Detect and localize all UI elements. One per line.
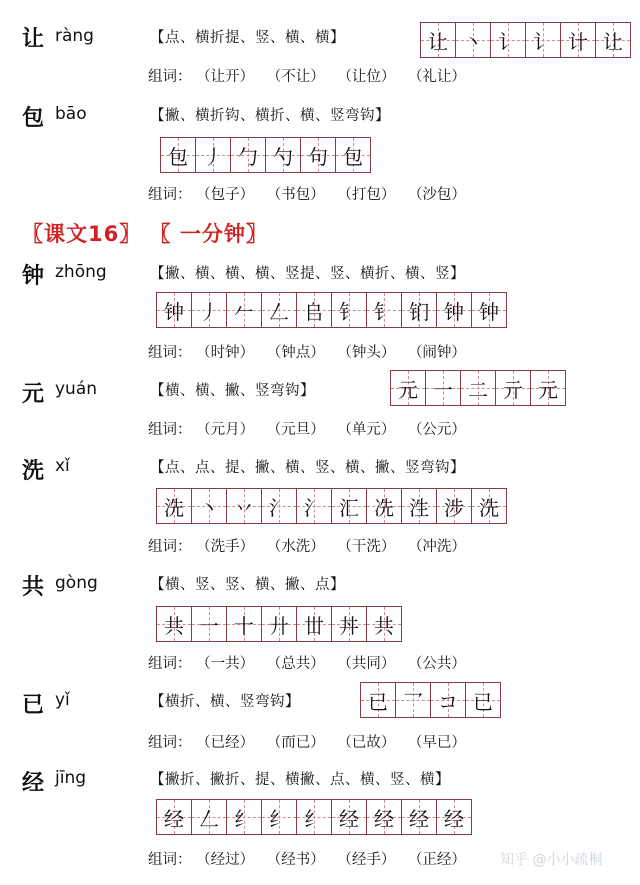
grid-cell: 𠂉 xyxy=(227,293,262,327)
character-jing: 经 xyxy=(22,771,45,796)
grid-cell: 元 xyxy=(531,371,565,405)
grid-cell: 勺 xyxy=(266,138,301,172)
word-list-yuan xyxy=(148,418,474,439)
grid-cell: 洗 xyxy=(157,489,192,523)
grid-cell: 冼 xyxy=(367,489,402,523)
word-item: （经手） xyxy=(337,852,396,868)
stroke-order-yi: 【横折、横、竖弯钩】 xyxy=(150,694,300,710)
grid-cell: 经 xyxy=(367,800,402,834)
word-item: （总共） xyxy=(266,656,325,672)
words-label: 组词： xyxy=(148,735,192,751)
grid-cell: 经 xyxy=(437,800,471,834)
grid-cell: 纟 xyxy=(227,800,262,834)
character-xi: 洗 xyxy=(22,459,45,484)
grid-cell: 丿 xyxy=(192,293,227,327)
practice-grid-zhong xyxy=(156,292,507,328)
word-list-jing xyxy=(148,848,474,869)
pinyin-bao: bāo xyxy=(55,104,87,124)
word-list-xi xyxy=(148,535,474,556)
grid-cell: 讠 xyxy=(491,23,526,57)
grid-cell: 包 xyxy=(161,138,196,172)
lesson-number: 〖课文16〗 xyxy=(22,222,142,246)
grid-cell: 洗 xyxy=(472,489,506,523)
word-list-yi xyxy=(148,731,474,752)
watermark: 知乎 @小小疏桐 xyxy=(500,852,603,868)
word-item: （公元） xyxy=(407,422,466,438)
grid-cell: 一 xyxy=(426,371,461,405)
word-item: （干洗） xyxy=(337,539,396,555)
word-item: （礼让） xyxy=(407,69,466,85)
word-list-bao xyxy=(148,183,474,204)
grid-cell: 一 xyxy=(192,607,227,641)
grid-cell: 汇 xyxy=(332,489,367,523)
word-item: （元旦） xyxy=(266,422,325,438)
grid-cell: 经 xyxy=(332,800,367,834)
practice-grid-yi xyxy=(360,682,501,718)
grid-cell: 涉 xyxy=(437,489,472,523)
lesson-title: 〖 一分钟〗 xyxy=(149,222,268,246)
grid-cell: 让 xyxy=(421,23,456,57)
word-item: （已故） xyxy=(337,735,396,751)
grid-cell: 钟 xyxy=(437,293,472,327)
word-item: （钟点） xyxy=(266,345,325,361)
practice-grid-jing xyxy=(156,799,472,835)
grid-cell: 泩 xyxy=(402,489,437,523)
word-item: （共同） xyxy=(337,656,396,672)
character-gong: 共 xyxy=(22,575,45,600)
grid-cell: 让 xyxy=(596,23,630,57)
grid-cell: 𠃋 xyxy=(192,800,227,834)
stroke-order-xi: 【点、点、提、撇、横、竖、横、撇、竖弯钩】 xyxy=(150,460,465,476)
pinyin-gong: gòng xyxy=(55,573,98,593)
grid-cell: 元 xyxy=(391,371,426,405)
grid-cell: 乛 xyxy=(396,683,431,717)
word-list-rang xyxy=(148,65,474,86)
word-item: （让位） xyxy=(337,69,396,85)
word-item: （水洗） xyxy=(266,539,325,555)
grid-cell: 纟 xyxy=(262,800,297,834)
word-item: （打包） xyxy=(337,187,396,203)
grid-cell: 丷 xyxy=(227,489,262,523)
grid-cell: 共 xyxy=(157,607,192,641)
practice-grid-yuan xyxy=(390,370,566,406)
words-label: 组词： xyxy=(148,852,192,868)
grid-cell: 丗 xyxy=(297,607,332,641)
word-item: （正经） xyxy=(407,852,466,868)
grid-cell: 讠 xyxy=(526,23,561,57)
grid-cell: コ xyxy=(431,683,466,717)
grid-cell: 钟 xyxy=(157,293,192,327)
grid-cell: 钔 xyxy=(402,293,437,327)
character-yuan: 元 xyxy=(22,382,45,407)
pinyin-xi: xǐ xyxy=(55,456,70,476)
grid-cell: 钟 xyxy=(472,293,506,327)
words-label: 组词： xyxy=(148,656,192,672)
grid-cell: 包 xyxy=(336,138,370,172)
grid-cell: 句 xyxy=(301,138,336,172)
grid-cell: 丼 xyxy=(332,607,367,641)
grid-cell: 二 xyxy=(461,371,496,405)
words-label: 组词： xyxy=(148,345,192,361)
character-bao: 包 xyxy=(22,106,45,131)
grid-cell: 氵 xyxy=(297,489,332,523)
word-item: （冲洗） xyxy=(407,539,466,555)
stroke-order-rang: 【点、横折提、竖、横、横】 xyxy=(150,30,345,46)
grid-cell: 已 xyxy=(361,683,396,717)
pinyin-jing: jīng xyxy=(55,768,87,788)
stroke-order-gong: 【横、竖、竖、横、撇、点】 xyxy=(150,577,345,593)
practice-grid-gong xyxy=(156,606,402,642)
grid-cell: 氵 xyxy=(262,489,297,523)
word-item: （包子） xyxy=(196,187,255,203)
word-item: （元月） xyxy=(196,422,255,438)
grid-cell: 已 xyxy=(466,683,500,717)
word-item: （洗手） xyxy=(196,539,255,555)
character-yi: 已 xyxy=(22,693,45,718)
grid-cell: 纟 xyxy=(297,800,332,834)
pinyin-rang: ràng xyxy=(55,26,94,46)
word-item: （已经） xyxy=(196,735,255,751)
word-list-zhong xyxy=(148,341,474,362)
stroke-order-yuan: 【横、横、撇、竖弯钩】 xyxy=(150,383,315,399)
grid-cell: 计 xyxy=(561,23,596,57)
grid-cell: 钅 xyxy=(332,293,367,327)
word-item: （单元） xyxy=(337,422,396,438)
grid-cell: 经 xyxy=(402,800,437,834)
grid-cell: 丶 xyxy=(192,489,227,523)
word-item: （让开） xyxy=(196,69,255,85)
word-item: （早已） xyxy=(407,735,466,751)
grid-cell: 亓 xyxy=(496,371,531,405)
character-zhong: 钟 xyxy=(22,264,45,289)
grid-cell: 丿 xyxy=(196,138,231,172)
words-label: 组词： xyxy=(148,539,192,555)
grid-cell: 十 xyxy=(227,607,262,641)
practice-grid-rang xyxy=(420,22,631,58)
word-item: （钟头） xyxy=(337,345,396,361)
pinyin-yuan: yuán xyxy=(55,379,98,399)
grid-cell: 经 xyxy=(157,800,192,834)
practice-grid-xi xyxy=(156,488,507,524)
grid-cell: 勹 xyxy=(231,138,266,172)
pinyin-zhong: zhōng xyxy=(55,262,107,282)
stroke-order-jing: 【撇折、撇折、提、横撇、点、横、竖、横】 xyxy=(150,772,450,788)
word-item: （不让） xyxy=(266,69,325,85)
stroke-order-zhong: 【撇、横、横、横、竖提、竖、横折、横、竖】 xyxy=(150,266,465,282)
words-label: 组词： xyxy=(148,69,192,85)
pinyin-yi: yǐ xyxy=(55,690,70,710)
word-item: （闹钟） xyxy=(407,345,466,361)
character-rang: 让 xyxy=(22,27,45,52)
word-item: （经书） xyxy=(266,852,325,868)
lesson-heading xyxy=(22,218,268,248)
word-item: （公共） xyxy=(407,656,466,672)
grid-cell: 丶 xyxy=(456,23,491,57)
word-item: （沙包） xyxy=(407,187,466,203)
words-label: 组词： xyxy=(148,187,192,203)
grid-cell: 𠃋 xyxy=(262,293,297,327)
stroke-order-bao: 【撇、横折钩、横折、横、竖弯钩】 xyxy=(150,108,390,124)
word-item: （而已） xyxy=(266,735,325,751)
words-label: 组词： xyxy=(148,422,192,438)
grid-cell: 共 xyxy=(367,607,401,641)
word-list-gong xyxy=(148,652,474,673)
practice-grid-bao xyxy=(160,137,371,173)
grid-cell: 𠂤 xyxy=(297,293,332,327)
word-item: （一共） xyxy=(196,656,255,672)
word-item: （经过） xyxy=(196,852,255,868)
grid-cell: 钅 xyxy=(367,293,402,327)
word-item: （书包） xyxy=(266,187,325,203)
word-item: （时钟） xyxy=(196,345,255,361)
grid-cell: 廾 xyxy=(262,607,297,641)
